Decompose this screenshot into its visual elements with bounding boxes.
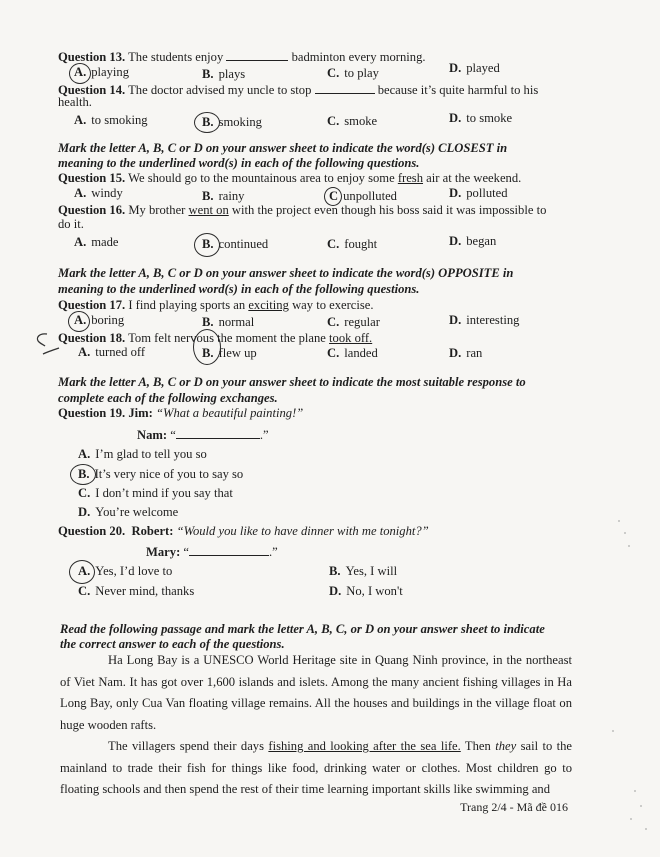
stem-text: The doctor advised my uncle to stop [128,83,312,97]
option-c[interactable] [327,315,380,330]
option-text: boring [91,313,125,327]
page-footer: Trang 2/4 - Mã đề 016 [460,800,568,814]
dialogue-quote: “What a beautiful painting!” [155,406,304,420]
option-text: flew up [218,346,257,360]
option-d[interactable] [449,234,496,249]
option-a[interactable] [74,235,119,250]
option-letter: B. [202,237,214,251]
scan-speck [618,520,620,522]
option-letter: D. [449,111,462,125]
option-text: to play [344,66,379,80]
option-letter: C. [78,584,91,598]
underlined-word: took off. [329,331,373,345]
option-a[interactable] [74,65,129,80]
option-letter: D. [449,234,462,248]
question-label: Question 18. [58,331,126,345]
stem-text: way to exercise. [292,298,374,312]
option-letter: B. [329,564,341,578]
option-letter: D. [449,186,462,200]
question-19-response-line [137,427,269,443]
option-text: to smoke [466,111,513,125]
instruction-passage-line1: Read the following passage and mark the letter A, B, C, or D on your answer sheet to indicate [60,622,545,636]
option-text: made [91,235,119,249]
option-text: It’s very nice of you to say so [94,467,244,481]
option-d[interactable] [449,111,512,126]
option-text: interesting [466,313,520,327]
option-b[interactable] [202,346,257,361]
option-letter: C. [327,237,340,251]
option-text: fought [344,237,378,251]
option-text: rainy [218,189,245,203]
option-c[interactable] [327,66,379,81]
option-b[interactable] [202,315,254,330]
option-letter: A. [74,313,87,327]
underlined-word: exciting [248,298,289,312]
instruction-closest-line1: Mark the letter A, B, C or D on your answer sheet to indicate the word(s) CLOSEST in [58,141,508,155]
passage-paragraph-2 [60,736,572,801]
instruction-opposite-line2: meaning to the underlined word(s) in each of the following questions. [58,282,420,296]
option-text: ran [466,346,483,360]
option-a[interactable] [78,447,207,462]
option-a[interactable] [78,345,145,360]
option-letter: A. [74,113,87,127]
option-a[interactable] [74,313,124,328]
option-letter: B. [202,189,214,203]
option-b[interactable] [202,189,244,204]
option-a[interactable] [74,186,123,201]
quote-mark: .” [269,545,278,559]
option-d[interactable] [78,505,178,520]
scan-speck [612,730,614,732]
stem-continuation: do it. [58,217,84,231]
option-text: I’m glad to tell you so [95,447,207,461]
option-text: turned off [95,345,146,359]
option-d[interactable] [449,313,519,328]
dialogue-quote: “Would you like to have dinner with me tonight?” [176,524,429,538]
option-letter: B. [202,67,214,81]
quote-mark: .” [259,428,269,442]
option-d[interactable] [449,61,500,76]
option-a[interactable] [78,564,172,579]
stem-text: The students enjoy [128,50,224,64]
question-label: Question 17. [58,298,126,312]
option-letter: A. [78,345,91,359]
option-letter: A. [78,447,91,461]
question-16-stem [58,203,546,218]
option-d[interactable] [329,584,403,599]
scan-speck [634,790,636,792]
paragraph-text: The villagers spend their days [108,739,264,753]
question-label: Question 15. [58,171,126,185]
stem-text: My brother [128,203,186,217]
option-letter: D. [329,584,342,598]
instruction-opposite-line1: Mark the letter A, B, C or D on your answer sheet to indicate the word(s) OPPOSITE in [58,266,514,280]
option-text: Yes, I will [345,564,398,578]
question-20-stem [58,524,429,539]
option-b[interactable] [329,564,397,579]
option-letter: C. [327,66,340,80]
stem-text: air at the weekend. [426,171,522,185]
option-b[interactable] [202,115,262,130]
option-letter: D. [449,313,462,327]
question-17-stem [58,298,374,313]
scan-speck [630,818,632,820]
speaker-name: Jim: [128,406,153,420]
option-letter: C. [327,315,340,329]
option-letter: C [329,189,339,203]
answer-blank [176,427,260,439]
option-letter: B. [202,315,214,329]
option-text: playing [91,65,130,79]
option-d[interactable] [449,346,482,361]
question-14-stem [58,82,538,98]
option-letter: A. [78,564,91,578]
question-label: Question 19. [58,406,126,420]
option-c[interactable] [78,486,233,501]
question-13-stem [58,49,426,65]
paragraph-text: Ha Long Bay is a UNESCO World Heritage site in Quang Ninh province, in the northeast of Viet Nam. It has got over 1,600 islands and islets. Among the many ancient fishing villages in Ha Long Bay, only Cua Van floating village remains. All the houses and buildings in the village float on huge wooden rafts. [60,653,572,732]
option-letter: C. [327,114,340,128]
option-c[interactable] [327,346,378,361]
option-letter: D. [449,346,462,360]
answer-blank [226,49,288,61]
option-letter: C. [78,486,91,500]
quote-mark: “ [183,545,190,559]
paragraph-text: sail to the mainland to trade their fish for things like food, drinking water or clothes. Most children go to floating schools and then spend the rest of their time learning important skills like swimming and [60,739,573,796]
stem-text: because it’s quite harmful to his [377,83,539,97]
option-text: unpolluted [343,189,397,203]
option-text: regular [344,315,380,329]
option-c[interactable] [327,237,377,252]
answer-blank [315,82,375,94]
stem-continuation: health. [58,95,92,109]
option-c[interactable] [78,584,194,599]
option-text: normal [218,315,255,329]
option-letter: D. [449,61,462,75]
passage-paragraph-1 [60,650,572,736]
question-19-stem [58,406,303,421]
option-letter: A. [74,235,87,249]
speaker-name: Nam: [137,428,168,442]
instruction-closest-line2: meaning to the underlined word(s) in each of the following questions. [58,156,420,170]
question-label: Question 20. [58,524,126,538]
option-letter: B. [202,346,214,360]
stem-text: badminton every morning. [291,50,426,64]
question-label: Question 14. [58,83,126,97]
quote-mark: “ [170,428,176,442]
underlined-word: fresh [397,171,424,185]
option-letter: B. [202,115,214,129]
scan-speck [640,805,642,807]
option-d[interactable] [449,186,508,201]
option-letter: A. [74,186,87,200]
instruction-response-line2: complete each of the following exchanges. [58,391,278,405]
question-20-response-line [146,544,278,560]
option-letter: D. [78,505,91,519]
answer-blank [189,544,269,556]
option-text: No, I won't [346,584,403,598]
option-c[interactable] [327,114,377,129]
option-text: began [466,234,497,248]
instruction-passage-line2: the correct answer to each of the questions. [60,637,285,651]
question-15-stem [58,171,521,186]
option-a[interactable] [74,113,148,128]
option-letter: C. [327,346,340,360]
instruction-response-line1: Mark the letter A, B, C or D on your answer sheet to indicate the most suitable response to [58,375,526,389]
option-text: smoking [218,115,262,129]
option-c[interactable] [329,189,397,204]
option-text: Yes, I’d love to [95,564,173,578]
question-label: Question 13. [58,50,126,64]
stem-text: We should go to the mountainous area to enjoy some [128,171,395,185]
option-letter: A. [74,65,87,79]
underlined-phrase: fishing and looking after the sea life. [268,739,461,753]
option-text: You’re welcome [95,505,179,519]
option-text: landed [344,346,378,360]
option-b[interactable] [202,237,268,252]
underlined-word: went on [188,203,229,217]
referenced-word: they [495,739,517,753]
option-text: plays [218,67,246,81]
scan-speck [624,532,626,534]
speaker-name: Mary: [146,545,181,559]
option-text: played [466,61,500,75]
option-text: to smoking [91,113,148,127]
option-text: smoke [344,114,378,128]
option-letter: B. [78,467,90,481]
scan-speck [628,545,630,547]
paragraph-text: Then [464,739,491,753]
speaker-name: Robert: [131,524,174,538]
question-label: Question 16. [58,203,126,217]
stem-text: with the project even though his boss said it was impossible to [231,203,547,217]
option-text: polluted [466,186,508,200]
option-text: Never mind, thanks [95,584,195,598]
option-text: continued [218,237,269,251]
question-18-stem [58,331,372,346]
option-text: windy [91,186,123,200]
stem-text: I find playing sports an [128,298,246,312]
option-text: I don’t mind if you say that [95,486,233,500]
option-b[interactable] [78,467,243,482]
scan-speck [645,828,647,830]
option-b[interactable] [202,67,245,82]
stem-text: Tom felt nervous the moment the plane [128,331,326,345]
